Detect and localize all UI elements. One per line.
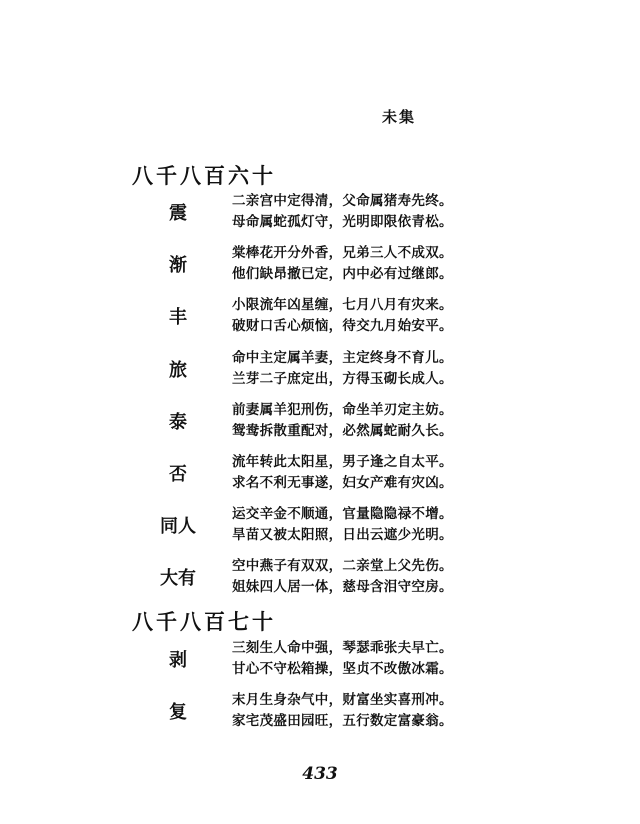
hexagram-name: 震 (169, 203, 187, 224)
hexagram-name: 同人 (160, 516, 196, 537)
verse (232, 556, 453, 598)
verse (232, 348, 453, 390)
verse-line: 破财口舌心烦恼，待交九月始安平。 (232, 318, 453, 334)
entry (130, 191, 490, 245)
verse (232, 504, 453, 546)
hexagram-name: 旅 (169, 360, 187, 381)
verse-line: 空中燕子有双双，二亲堂上父先伤。 (232, 558, 453, 574)
verse-line: 命中主定属羊妻，主定终身不育儿。 (232, 350, 453, 366)
verse-line: 棠棒花开分外香，兄弟三人不成双。 (232, 245, 453, 261)
verse (232, 295, 453, 337)
verse-line: 母命属蛇孤灯守，光明即限依青松。 (232, 214, 453, 230)
entry (130, 348, 490, 402)
hexagram-name: 泰 (169, 412, 187, 433)
hexagram-name: 大有 (160, 568, 196, 589)
verse (232, 191, 453, 233)
hexagram-name: 剥 (169, 650, 187, 671)
verse (232, 243, 453, 285)
verse-line: 三刻生人命中强，琴瑟乖张夫早亡。 (232, 640, 453, 656)
verse-line: 流年转此太阳星，男子逢之自太平。 (232, 454, 453, 470)
verse-line: 旱苗又被太阳照，日出云遮少光明。 (232, 527, 453, 543)
verse (232, 690, 453, 732)
entry (130, 556, 490, 610)
verse (232, 400, 453, 442)
verse-line: 二亲宫中定得清，父命属猪寿先终。 (232, 193, 453, 209)
hexagram-name: 丰 (169, 307, 187, 328)
verse-line: 姐妹四人居一体，慈母含泪守空房。 (232, 579, 453, 595)
verse-line: 甘心不守松箱操，坚贞不改傲冰霜。 (232, 661, 453, 677)
verse-line: 求名不利无事遂，妇女产难有灾凶。 (232, 475, 453, 491)
entry (130, 504, 490, 558)
section-title: 八千八百六十 (132, 163, 276, 188)
entry (130, 243, 490, 297)
verse-line: 兰芽二子庶定出，方得玉砌长成人。 (232, 371, 453, 387)
entry (130, 452, 490, 506)
verse-line: 鸳鸯拆散重配对，必然属蛇耐久长。 (232, 423, 453, 439)
entry (130, 295, 490, 349)
verse-line: 他们缺昂撤已定，内中必有过继郎。 (232, 266, 453, 282)
entry (130, 690, 490, 744)
entry (130, 400, 490, 454)
verse (232, 638, 453, 680)
hexagram-name: 渐 (169, 255, 187, 276)
verse-line: 末月生身杂气中，财富坐实喜刑冲。 (232, 692, 453, 708)
verse-line: 家宅茂盛田园旺，五行数定富豪翁。 (232, 713, 453, 729)
entry (130, 638, 490, 692)
section-title: 八千八百七十 (132, 609, 276, 634)
verse-line: 运交辛金不顺通，官量隐隐禄不增。 (232, 506, 453, 522)
hexagram-name: 否 (169, 464, 187, 485)
verse (232, 452, 453, 494)
verse-line: 小限流年凶星缠，七月八月有灾来。 (232, 297, 453, 313)
running-header: 未集 (382, 108, 417, 126)
hexagram-name: 复 (169, 702, 187, 723)
page-number: 433 (302, 764, 338, 784)
verse-line: 前妻属羊犯刑伤，命坐羊刃定主妨。 (232, 402, 453, 418)
